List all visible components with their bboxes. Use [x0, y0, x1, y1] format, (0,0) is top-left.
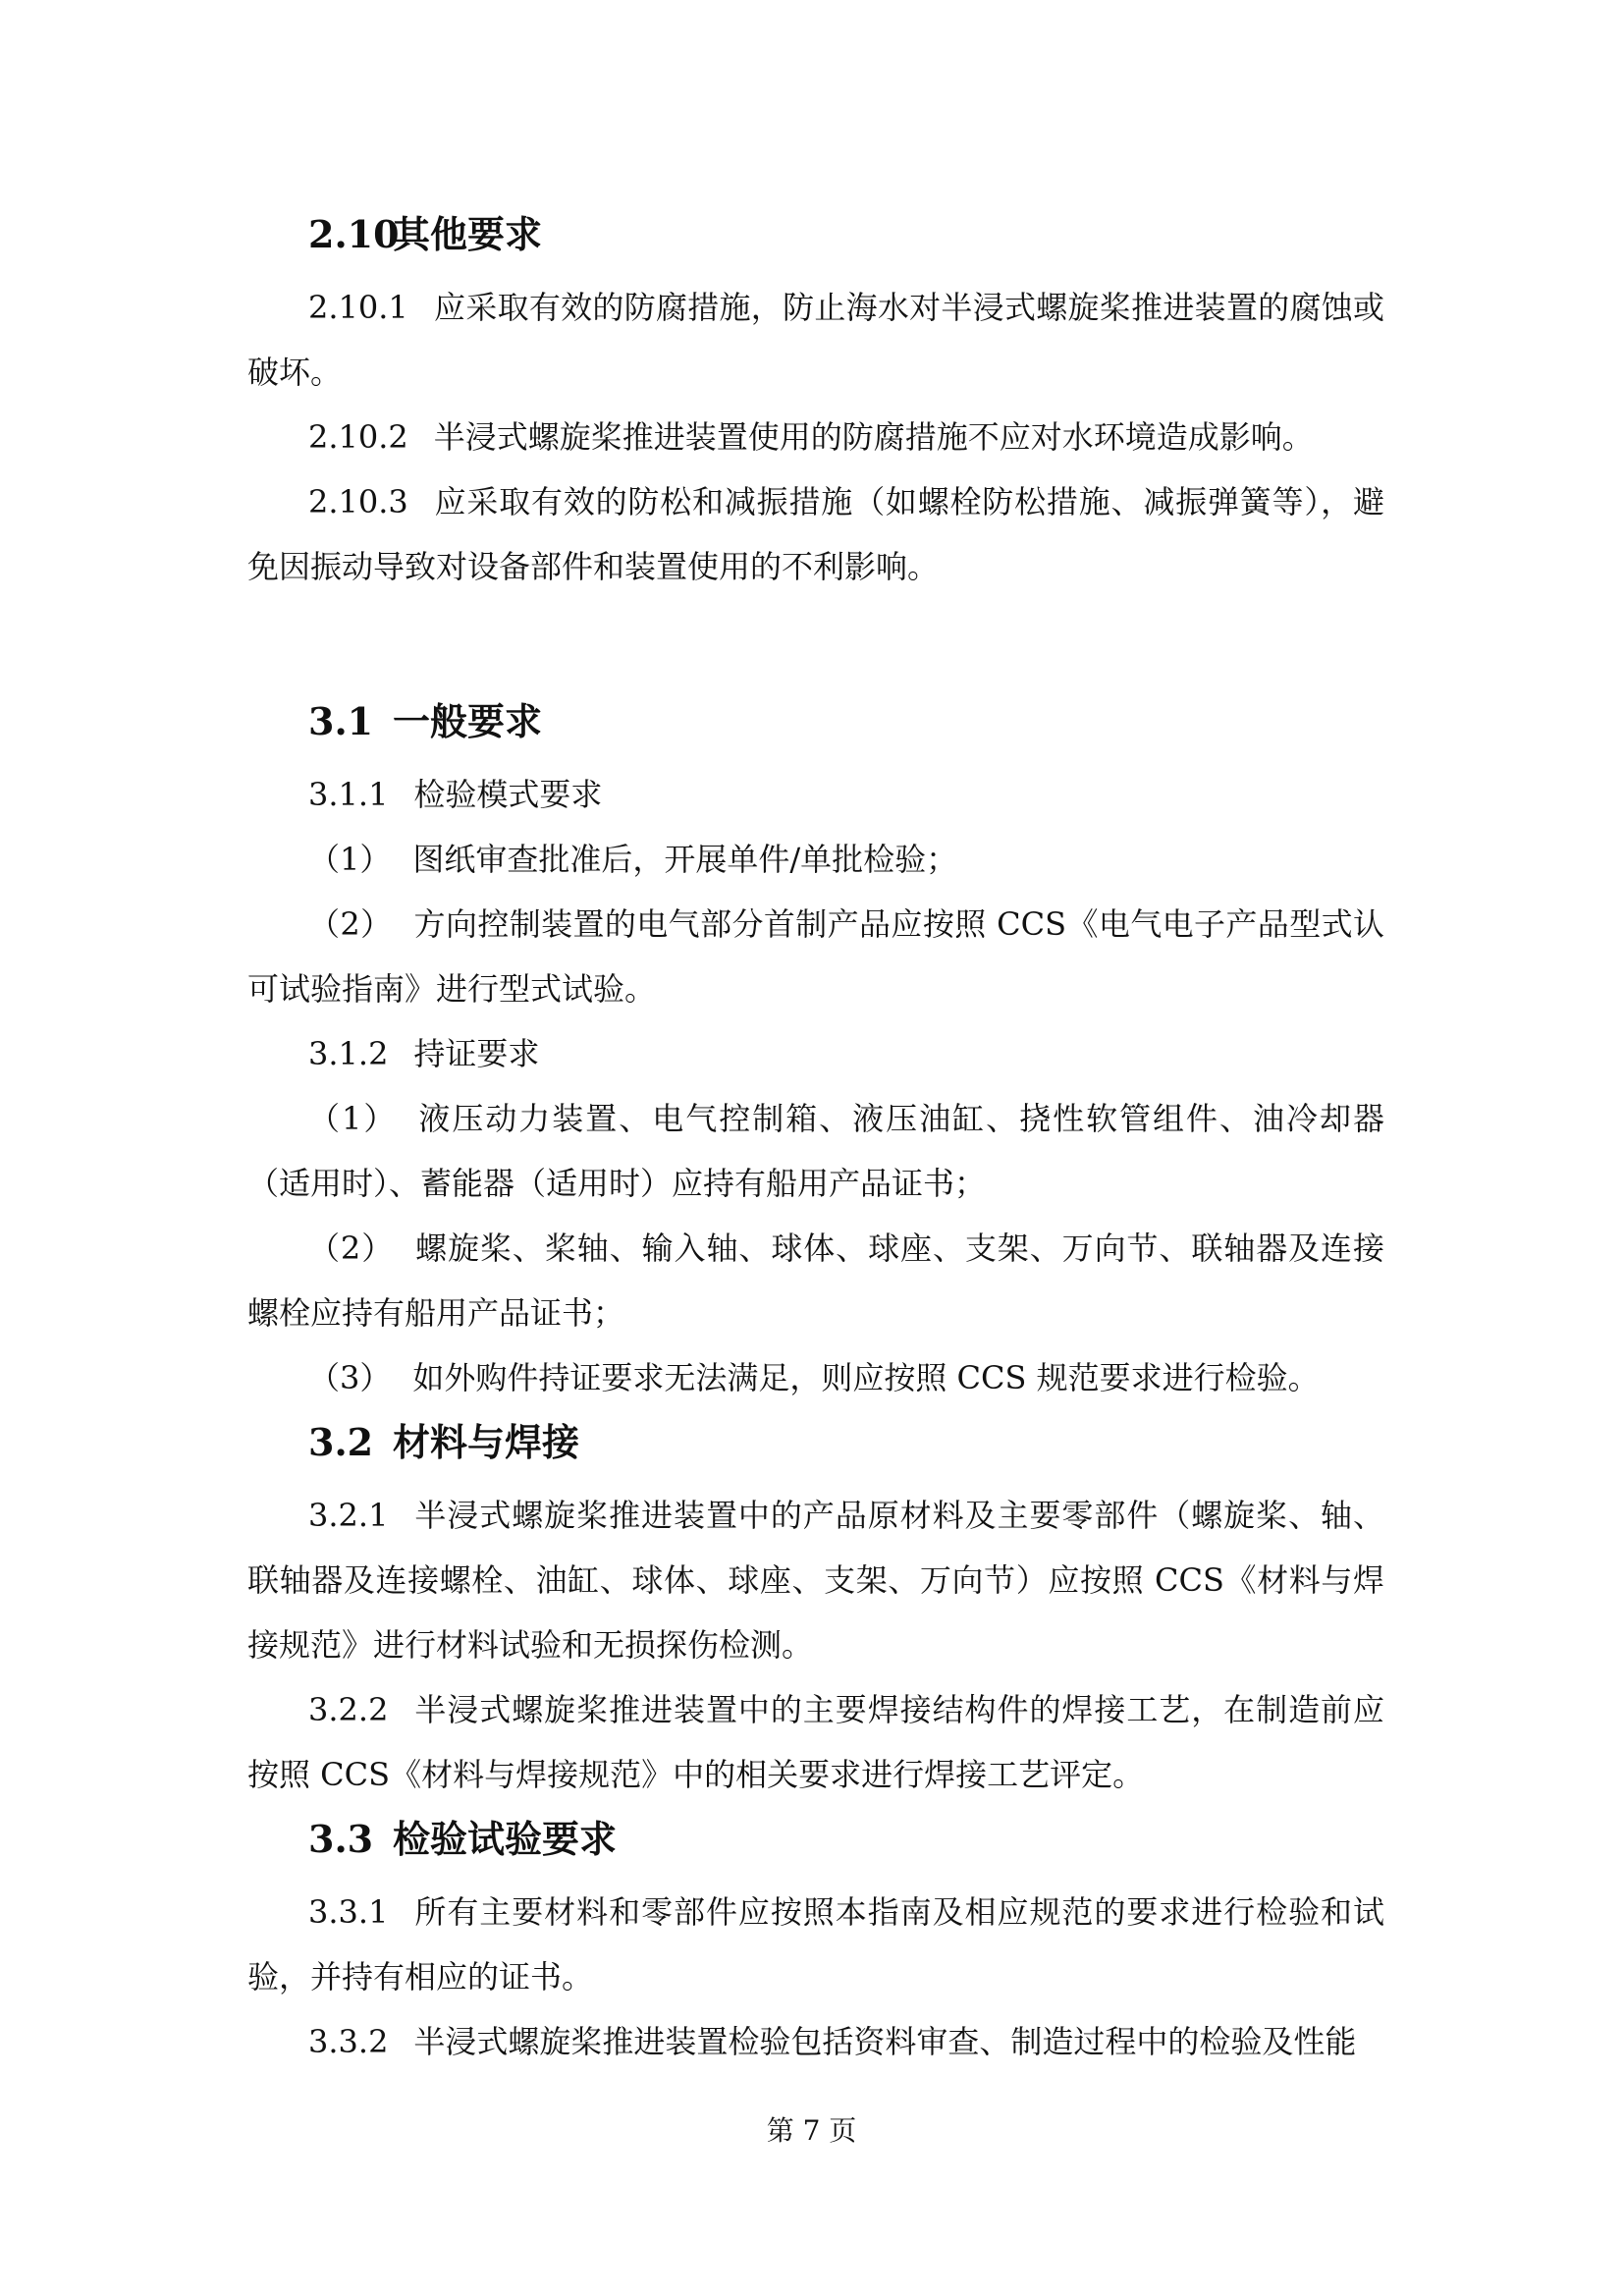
- chapter-title: [247, 599, 1384, 682]
- clause-text: 检验模式要求: [413, 776, 603, 813]
- paragraph-2-10-2: [247, 405, 1384, 469]
- paragraph-3-3-2: [247, 2009, 1384, 2074]
- section-heading-2-10: [308, 202, 1384, 267]
- clause-number: 2.10.2: [308, 418, 408, 456]
- heading-number: 2.10: [308, 212, 400, 256]
- item-text: 液压动力装置、电气控制箱、液压油缸、挠性软管组件、油冷却器（适用时）、蓄能器（适用时）应持有船用产品证书；: [247, 1100, 1384, 1202]
- item-marker: （1）: [308, 841, 392, 878]
- clause-number: 2.10.3: [308, 483, 408, 520]
- section-heading-3-1: [308, 689, 1384, 754]
- paragraph-3-2-1: [247, 1483, 1384, 1677]
- item-text: 图纸审查批准后，开展单件/单批检验；: [412, 841, 958, 878]
- clause-number: 3.3.2: [308, 2023, 389, 2060]
- heading-number: 3.3: [308, 1817, 374, 1861]
- item-marker: （1）: [308, 1100, 398, 1137]
- heading-number: 3.2: [308, 1420, 374, 1464]
- paragraph-3-2-2: [247, 1677, 1384, 1807]
- page-content: [247, 202, 1384, 2074]
- clause-text: 应采取有效的防松和减振措施（如螺栓防松措施、减振弹簧等），避免因振动导致对设备部件和装置使用的不利影响。: [247, 483, 1384, 585]
- clause-text: 所有主要材料和零部件应按照本指南及相应规范的要求进行检验和试验，并持有相应的证书。: [247, 1893, 1384, 1995]
- clause-number: 3.3.1: [308, 1893, 389, 1931]
- item-text: 方向控制装置的电气部分首制产品应按照 CCS《电气电子产品型式认可试验指南》进行型式试验。: [247, 905, 1384, 1008]
- section-heading-3-3: [308, 1807, 1384, 1872]
- clause-text: 半浸式螺旋桨推进装置检验包括资料审查、制造过程中的检验及性能: [413, 2023, 1357, 2060]
- item-text: 如外购件持证要求无法满足，则应按照 CCS 规范要求进行检验。: [412, 1359, 1320, 1396]
- list-item-3-1-2-3: [247, 1345, 1384, 1410]
- clause-text: 持证要求: [413, 1035, 540, 1072]
- list-item-3-1-2-1: [247, 1086, 1384, 1216]
- heading-text: 其他要求: [393, 212, 543, 256]
- item-marker: （2）: [308, 1230, 395, 1267]
- list-item-3-1-1-1: [247, 827, 1384, 892]
- clause-text: 半浸式螺旋桨推进装置中的产品原材料及主要零部件（螺旋桨、轴、联轴器及连接螺栓、油缸、球体、球座、支架、万向节）应按照 CCS《材料与焊接规范》进行材料试验和无损探伤检测。: [247, 1497, 1384, 1664]
- clause-number: 3.1.2: [308, 1035, 389, 1072]
- paragraph-3-1-2: [247, 1021, 1384, 1086]
- item-text: 螺旋桨、桨轴、输入轴、球体、球座、支架、万向节、联轴器及连接螺栓应持有船用产品证书；: [247, 1230, 1384, 1332]
- clause-number: 2.10.1: [308, 289, 408, 326]
- paragraph-2-10-3: [247, 469, 1384, 599]
- clause-number: 3.2.2: [308, 1691, 389, 1728]
- heading-text: 一般要求: [393, 699, 543, 743]
- item-marker: （2）: [308, 905, 393, 943]
- list-item-3-1-2-2: [247, 1216, 1384, 1345]
- paragraph-2-10-1: [247, 275, 1384, 405]
- clause-text: 半浸式螺旋桨推进装置使用的防腐措施不应对水环境造成影响。: [433, 418, 1314, 456]
- heading-text: 材料与焊接: [393, 1420, 580, 1464]
- clause-text: 应采取有效的防腐措施，防止海水对半浸式螺旋桨推进装置的腐蚀或破坏。: [247, 289, 1384, 391]
- heading-number: 3.1: [308, 699, 374, 743]
- item-marker: （3）: [308, 1359, 392, 1396]
- heading-text: 检验试验要求: [393, 1817, 618, 1861]
- paragraph-3-3-1: [247, 1880, 1384, 2009]
- section-heading-3-2: [308, 1410, 1384, 1475]
- page-number: 第 7 页: [766, 2114, 857, 2147]
- paragraph-3-1-1: [247, 762, 1384, 827]
- clause-number: 3.1.1: [308, 776, 389, 813]
- clause-text: 半浸式螺旋桨推进装置中的主要焊接结构件的焊接工艺，在制造前应按照 CCS《材料与焊接规范》中的相关要求进行焊接工艺评定。: [247, 1691, 1384, 1793]
- clause-number: 3.2.1: [308, 1497, 389, 1534]
- list-item-3-1-1-2: [247, 892, 1384, 1021]
